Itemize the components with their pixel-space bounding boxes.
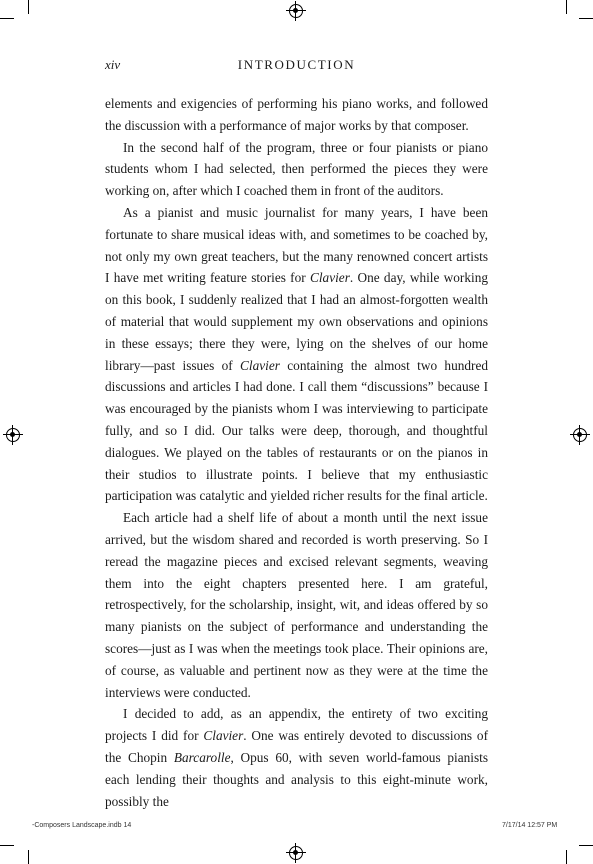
work-title: Barcarolle bbox=[173, 749, 231, 765]
crop-mark-bottom-left bbox=[28, 850, 29, 864]
crop-mark-left-bottom bbox=[0, 845, 14, 846]
paragraph-3: As a pianist and music journalist for many years, I have been fortunate to share musical ideas with, and sometimes to be coached by, not only my own great teachers, but the many renowned concert artists I have met writing feature stories for Clavier. One day, while working on this book, I suddenly realized that I had an almost-forgotten wealth of material that would supplement my own observations and opinions in these essays; there they were, lying on the shelves of our home library—past issues of Clavier containing the almost two hundred discussions and articles I had done. I call them “discussions” because I was encouraged by the pianists whom I was interviewing to participate fully, and so I did. Our talks were deep, thorough, and thoughtful dialogues. We played on the tables of restaurants or on the pianos in their studios to illustrate points. I believe that my enthusiastic participation was catalytic and yielded richer results for the final article. bbox=[105, 204, 489, 504]
crop-mark-top-left bbox=[28, 0, 29, 14]
crop-mark-bottom-right bbox=[566, 850, 567, 864]
crop-mark-right-bottom bbox=[579, 845, 593, 846]
magazine-title: Clavier bbox=[309, 270, 350, 286]
body-text bbox=[105, 93, 488, 812]
crop-mark-top-right bbox=[566, 0, 567, 14]
paragraph-5: I decided to add, as an appendix, the entirety of two exciting projects I did for Clavier. One was entirely devoted to discussions of the Chopin Barcarolle, Opus 60, with seven world-famous pianists each lending their thoughts and analysis to this eight-minute work, possibly the bbox=[105, 706, 488, 809]
paragraph-2: In the second half of the program, three or four pianists or piano students whom I had selected, then performed the pieces they were working on, after which I coached them in front of the auditors. bbox=[105, 139, 488, 199]
magazine-title: Clavier bbox=[203, 728, 244, 744]
slug-datetime: 7/17/14 12:57 PM bbox=[502, 822, 558, 829]
crop-mark-left-top bbox=[0, 18, 14, 19]
registration-mark-left-icon bbox=[6, 428, 20, 442]
registration-mark-right-icon bbox=[573, 428, 587, 442]
page-number: xiv bbox=[105, 57, 121, 72]
page-header bbox=[105, 57, 488, 75]
crop-mark-right-top bbox=[579, 18, 593, 19]
registration-mark-bottom-icon bbox=[289, 846, 303, 860]
running-head: INTRODUCTION bbox=[237, 57, 356, 72]
slug-filename: -Composers Landscape.indb 14 bbox=[32, 822, 132, 829]
registration-mark-top-icon bbox=[289, 4, 303, 18]
paragraph-4: Each article had a shelf life of about a month until the next issue arrived, but the wisdom shared and recorded is worth preserving. So I reread the magazine pieces and excised relevant segments, weaving them into the eight chapters presented here. I am grateful, retrospectively, for the scholarship, insight, wit, and ideas offered by so many pianists on the subject of performance and understanding the scores—just as I was when the meetings took place. Their opinions are, of course, as valuable and pertinent now as they were at the time the interviews were conducted. bbox=[105, 510, 488, 700]
paragraph-1: elements and exigencies of performing his piano works, and followed the discussion with a performance of major works by that composer. bbox=[105, 96, 488, 133]
magazine-title: Clavier bbox=[240, 357, 280, 373]
